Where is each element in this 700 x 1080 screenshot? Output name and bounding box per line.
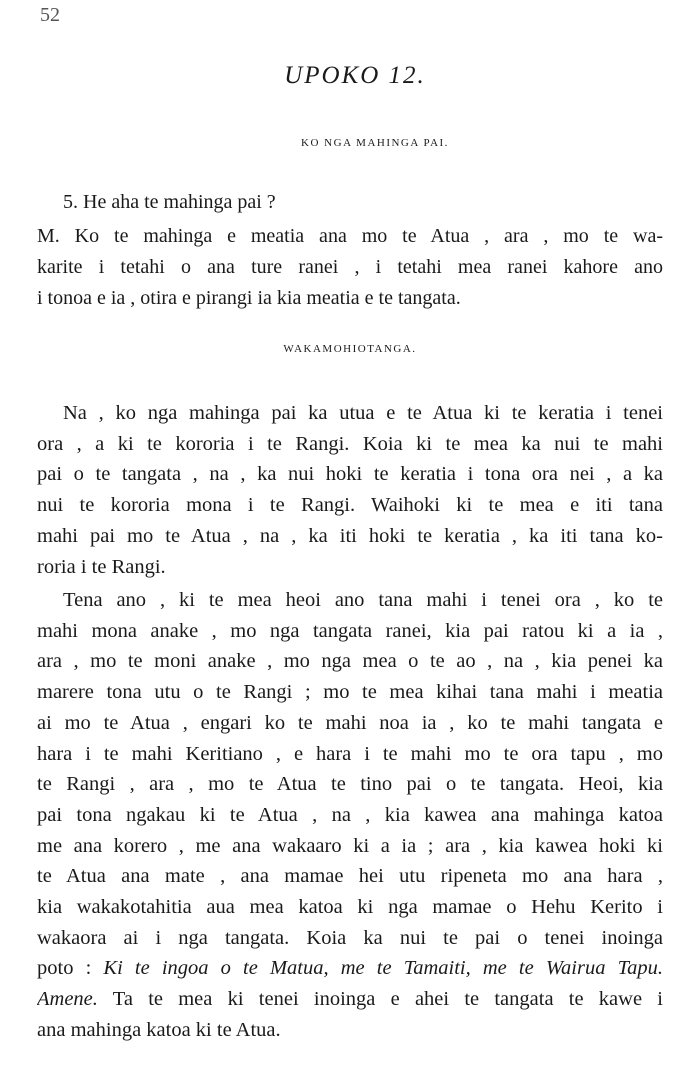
answer-line: i tonoa e ia , otira e pirangi ia kia meatia e te tangata. [37,287,461,309]
section-heading: KO NGA MAHINGA PAI. [301,137,449,149]
explanation-heading: WAKAMOHIOTANGA. [283,343,417,355]
prayer-line [37,953,663,984]
answer-line: M. Ko te mahinga e meatia ana mo te Atua , ara , mo te wa- [37,225,663,247]
closing-line [37,984,663,1015]
paragraph-1 [37,398,663,582]
paragraph-line: ora , a ki te kororia i te Rangi. Koia ki te mea ka nui te mahi [37,432,663,455]
closing-text: Ta te mea ki tenei inoinga e ahei te tangata te kawe i [97,988,663,1011]
chapter-title: UPOKO 12. [284,62,426,89]
catechism-question: 5. He aha te mahinga pai ? [63,191,276,213]
answer-line: karite i tetahi o ana ture ranei , i tetahi mea ranei kahore ano [37,256,663,278]
page-number: 52 [40,4,60,26]
paragraph-line: marere tona utu o te Rangi ; mo te mea kihai tana mahi i meatia [37,681,663,704]
paragraph-line: kia wakakotahitia aua mea katoa ki nga mamae o Hehu Kerito i [37,896,663,919]
paragraph-line: me ana korero , me ana wakaaro ki a ia ; ara , kia kawea hoki ki [37,834,663,857]
paragraph-line: Na , ko nga mahinga pai ka utua e te Atua ki te keratia i tenei [63,402,663,424]
prayer-text: Ki te ingoa o te Matua, me te Tamaiti, me te Wairua Tapu. [103,957,663,980]
amen-text: Amene. [37,988,98,1011]
paragraph-line: pai o te tangata , na , ka nui hoki te keratia i tona ora nei , a ka [37,463,663,486]
catechism-answer [37,221,663,314]
paragraph-line: roria i te Rangi. [37,555,166,578]
paragraph-line: nui te kororia mona i te Rangi. Waihoki ki te mea e iti tana [37,494,663,517]
paragraph-line: Tena ano , ki te mea heoi ano tana mahi i tenei ora , ko te [63,589,663,611]
paragraph-line: te Atua ana mate , ana mamae hei utu ripeneta mo ana hara , [37,865,663,888]
paragraph-line: hara i te mahi Keritiano , e hara i te mahi mo te ora tapu , mo [37,742,663,765]
paragraph-line: pai tona ngakau ki te Atua , na , kia kawea ana mahinga katoa [37,803,663,826]
paragraph-line: mahi mona anake , mo nga tangata ranei, kia pai ratou ki a ia , [37,619,663,642]
paragraph-line: ana mahinga katoa ki te Atua. [37,1018,281,1041]
paragraph-2 [37,585,663,1046]
paragraph-line: wakaora ai i nga tangata. Koia ka nui te pai o tenei inoinga [37,926,663,949]
paragraph-line: mahi pai mo te Atua , na , ka iti hoki te keratia , ka iti tana ko- [37,524,663,547]
paragraph-line: ara , mo te moni anake , mo nga mea o te ao , na , kia penei ka [37,650,663,673]
prayer-lead: poto : [37,957,104,980]
paragraph-line: ai mo te Atua , engari ko te mahi noa ia , ko te mahi tangata e [37,711,663,734]
paragraph-line: te Rangi , ara , mo te Atua te tino pai o te tangata. Heoi, kia [37,773,663,796]
